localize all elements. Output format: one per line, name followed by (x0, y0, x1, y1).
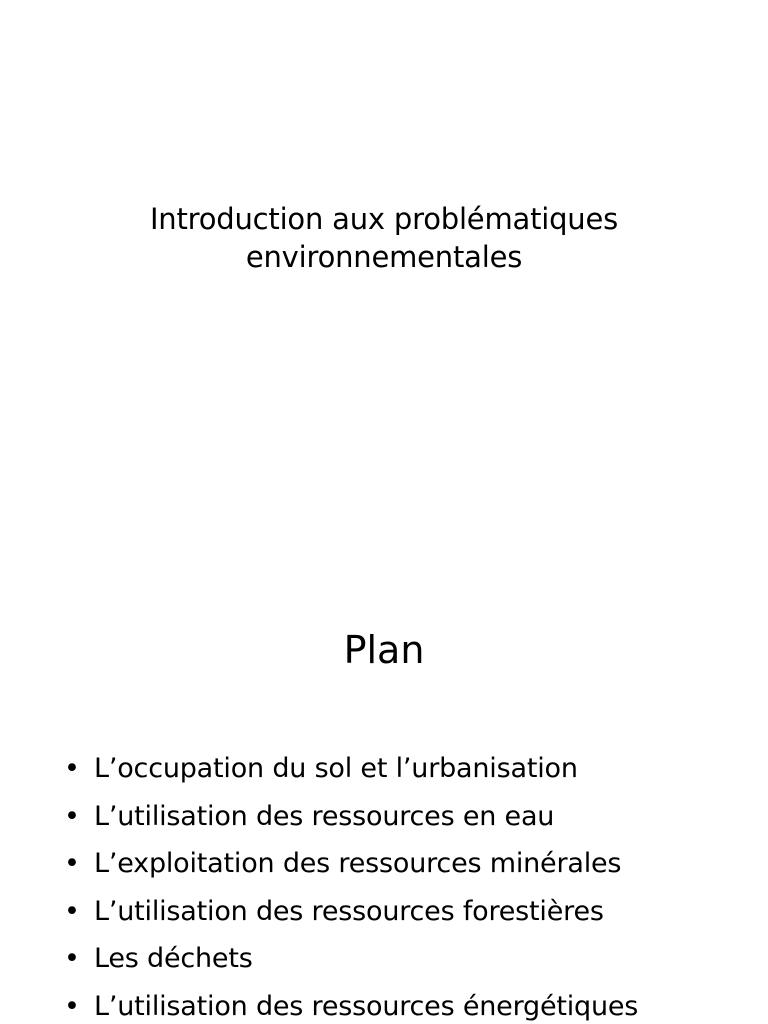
bullet-icon: • (64, 753, 80, 784)
bullet-icon: • (64, 848, 80, 879)
list-item (64, 747, 638, 795)
list-item (64, 795, 638, 843)
list-item (64, 890, 638, 938)
list-item-text: L’utilisation des ressources énergétiques (94, 990, 639, 1022)
list-item-text: L’utilisation des ressources forestières (94, 895, 604, 927)
title-line: Introduction aux problématiques (149, 202, 619, 236)
presentation-title (0, 200, 768, 276)
bullet-list (64, 747, 638, 1024)
bullet-icon: • (64, 895, 80, 927)
list-item-text: L’occupation du sol et l’urbanisation (94, 753, 578, 784)
list-item (64, 985, 638, 1024)
list-item-text: L’exploitation des ressources minérales (94, 848, 622, 879)
bullet-icon: • (64, 990, 80, 1022)
bullet-icon: • (64, 800, 80, 832)
list-item-text: Les déchets (94, 943, 253, 974)
list-item (64, 842, 638, 890)
slide-title: Plan (343, 628, 425, 672)
bullet-icon: • (64, 943, 80, 974)
list-item (64, 937, 638, 985)
plan-slide (0, 512, 768, 1024)
list-item-text: L’utilisation des ressources en eau (94, 800, 555, 832)
title-line: environnementales (245, 240, 523, 274)
